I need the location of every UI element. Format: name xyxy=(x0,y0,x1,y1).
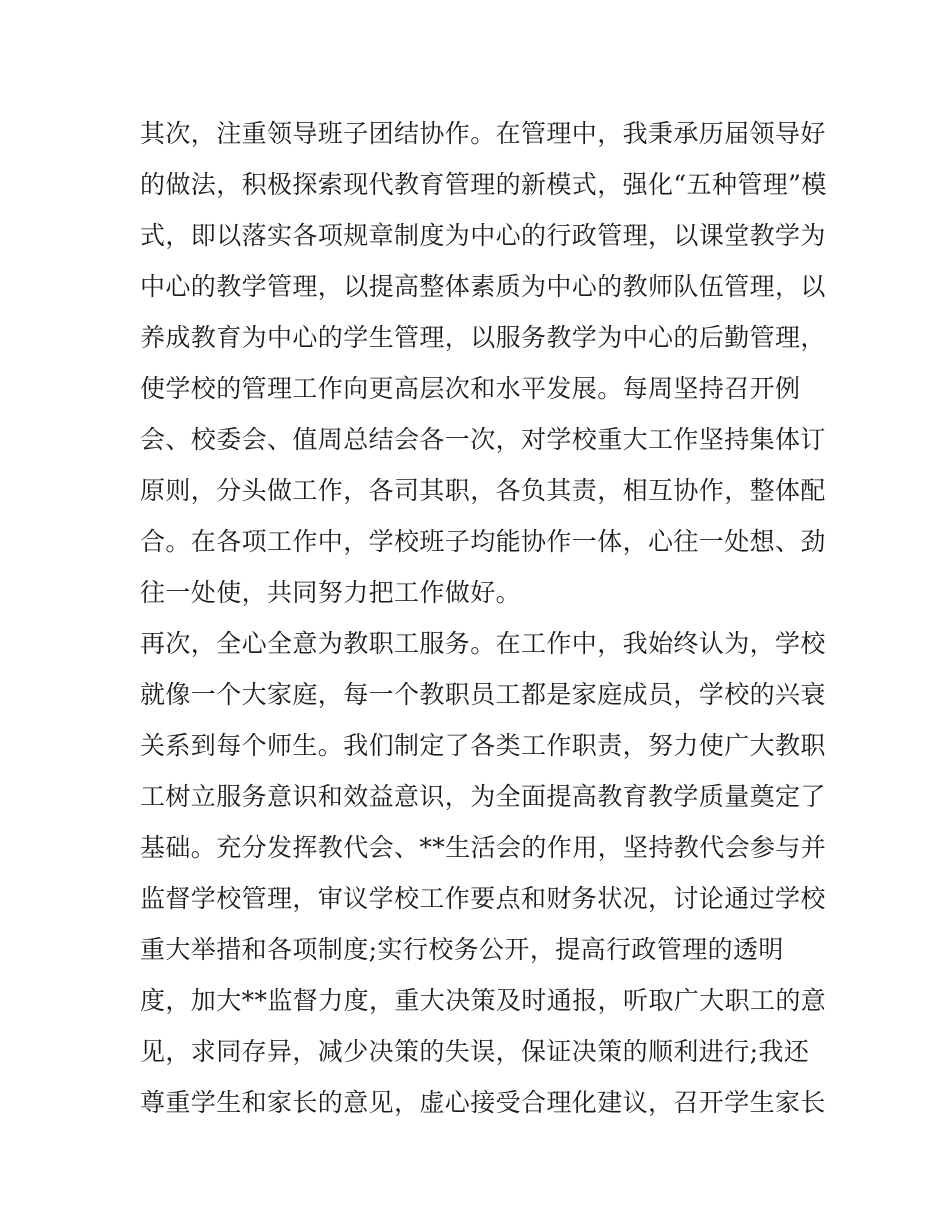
text-line: 尊重学生和家长的意见，虚心接受合理化建议，召开学生家长 xyxy=(140,1088,826,1117)
text-line: 重大举措和各项制度;实行校务公开，提高行政管理的透明 xyxy=(140,935,784,964)
text-line: 其次，注重领导班子团结协作。在管理中，我秉承历届领导好 xyxy=(140,119,826,148)
text-line: 式，即以落实各项规章制度为中心的行政管理，以课堂教学为 xyxy=(140,221,826,250)
text-line: 就像一个大家庭，每一个教职员工都是家庭成员，学校的兴衰 xyxy=(140,680,826,709)
text-line: 关系到每个师生。我们制定了各类工作职责，努力使广大教职 xyxy=(140,731,826,760)
body-text xyxy=(140,108,827,1128)
text-line: 会、校委会、值周总结会各一次，对学校重大工作坚持集体订 xyxy=(140,425,826,454)
text-line: 工树立服务意识和效益意识，为全面提高教育教学质量奠定了 xyxy=(140,782,826,811)
text-line: 度，加大**监督力度，重大决策及时通报，听取广大职工的意 xyxy=(140,986,827,1015)
text-line: 原则，分头做工作，各司其职，各负其责，相互协作，整体配 xyxy=(140,476,826,505)
text-line: 使学校的管理工作向更高层次和水平发展。每周坚持召开例 xyxy=(140,374,801,403)
text-line: 监督学校管理，审议学校工作要点和财务状况，讨论通过学校 xyxy=(140,884,826,913)
text-line: 的做法，积极探索现代教育管理的新模式，强化“五种管理”模 xyxy=(140,170,827,199)
text-line: 合。在各项工作中，学校班子均能协作一体，心往一处想、劲 xyxy=(140,527,826,556)
text-line: 基础。充分发挥教代会、**生活会的作用，坚持教代会参与并 xyxy=(140,833,827,862)
text-line: 见，求同存异，减少决策的失误，保证决策的顺利进行;我还 xyxy=(140,1037,810,1066)
text-line: 往一处使，共同努力把工作做好。 xyxy=(140,578,522,607)
text-line: 中心的教学管理，以提高整体素质为中心的教师队伍管理，以 xyxy=(140,272,826,301)
text-line: 再次，全心全意为教职工服务。在工作中，我始终认为，学校 xyxy=(140,629,826,658)
text-line: 养成教育为中心的学生管理，以服务教学为中心的后勤管理， xyxy=(140,323,826,352)
